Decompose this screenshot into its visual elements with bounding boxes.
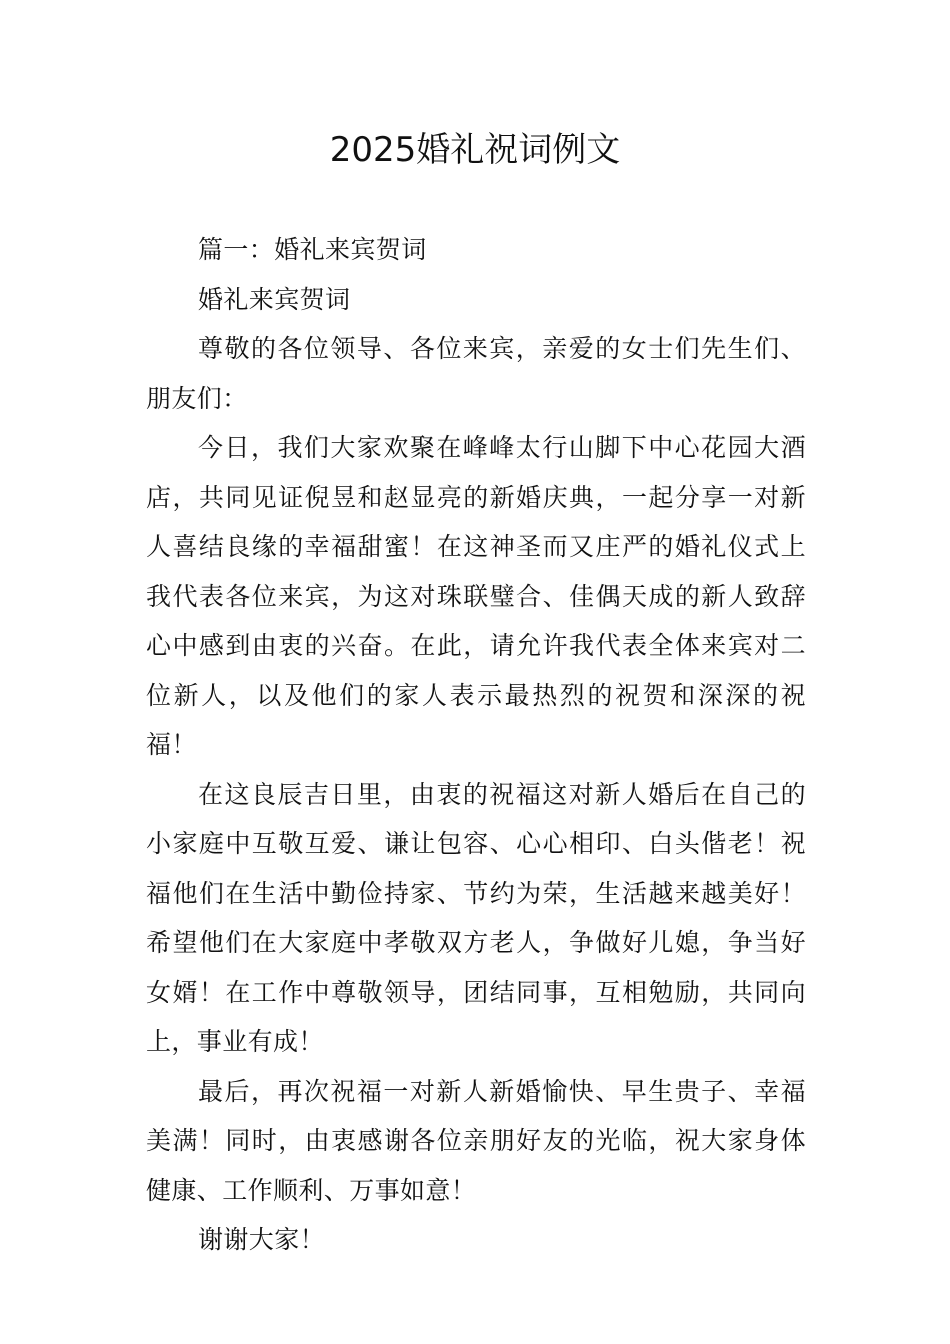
subheading: 婚礼来宾贺词 bbox=[198, 284, 351, 314]
body-paragraph: 今日，我们大家欢聚在峰峰太行山脚下中心花园大酒店，共同见证倪昱和赵显亮的新婚庆典，一起分享一对新人喜结良缘的幸福甜蜜！在这神圣而又庄严的婚礼仪式上我代表各位来宾，为这对珠联璧合、佳偶天成的新人致辞心中感到由衷的兴奋。在此，请允许我代表全体来宾对二位新人，以及他们的家人表示最热烈的祝贺和深深的祝福！ bbox=[146, 433, 806, 759]
document-body bbox=[146, 225, 806, 1265]
section-heading: 篇一：婚礼来宾贺词 bbox=[198, 235, 427, 264]
document-title: 2025婚礼祝词例文 bbox=[329, 130, 621, 170]
closing-paragraph: 谢谢大家！ bbox=[198, 1225, 326, 1254]
body-paragraph: 在这良辰吉日里，由衷的祝福这对新人婚后在自己的小家庭中互敬互爱、谦让包容、心心相印、白头偕老！祝福他们在生活中勤俭持家、节约为荣，生活越来越美好！希望他们在大家庭中孝敬双方老人，争做好儿媳，争当好女婿！在工作中尊敬领导，团结同事，互相勉励，共同向上，事业有成！ bbox=[146, 779, 806, 1056]
body-paragraph: 最后，再次祝福一对新人新婚愉快、早生贵子、幸福美满！同时，由衷感谢各位亲朋好友的光临，祝大家身体健康、工作顺利、万事如意！ bbox=[146, 1076, 806, 1205]
salutation-paragraph: 尊敬的各位领导、各位来宾，亲爱的女士们先生们、朋友们： bbox=[146, 334, 806, 413]
